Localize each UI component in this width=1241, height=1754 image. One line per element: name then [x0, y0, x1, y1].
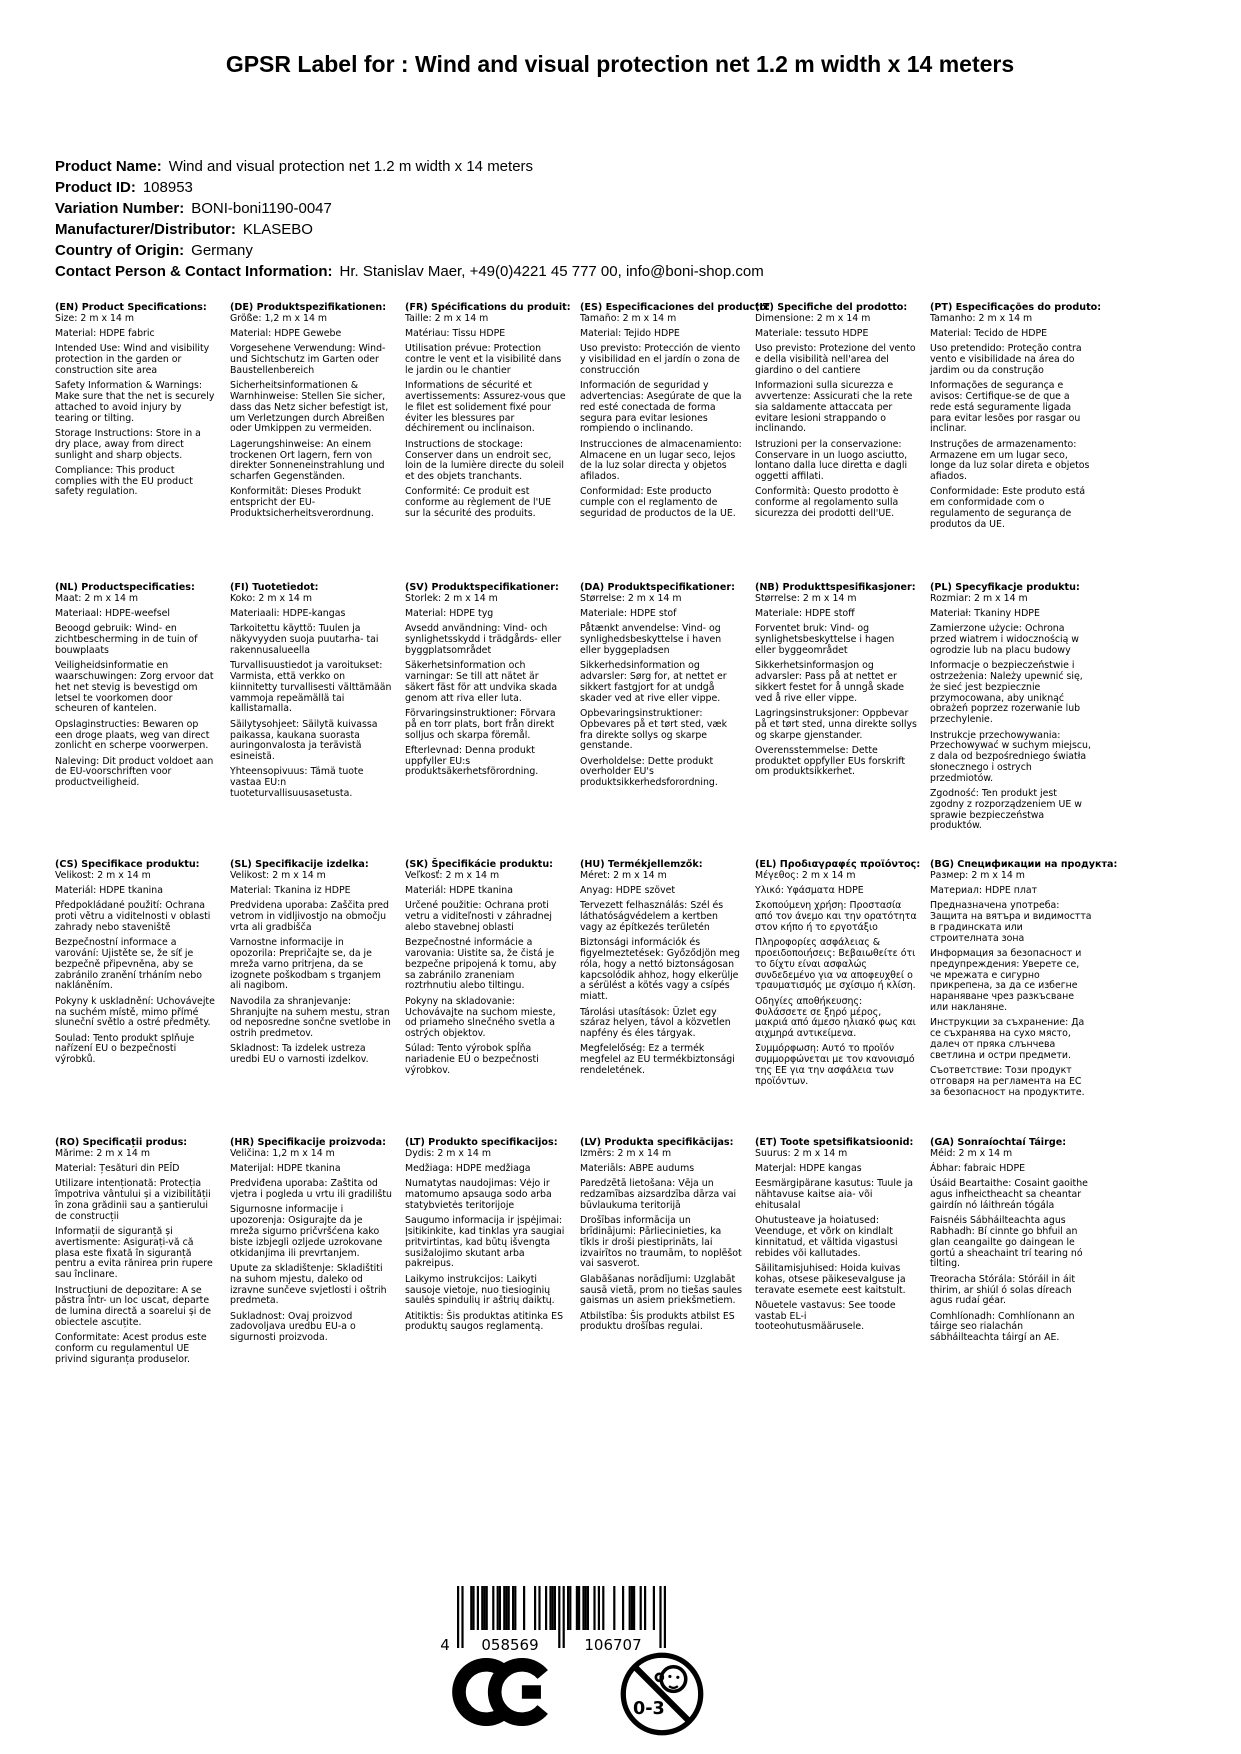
spec-paragraph: Informazioni sulla sicurezza e avvertenze: Assicurati che la rete sia saldamente attaccata per evitare lesioni strappando o inclinando.: [755, 380, 913, 435]
language-block-title: (IT) Specifiche del prodotto:: [755, 302, 908, 313]
language-block-title: (PT) Especificações do produto:: [930, 302, 1102, 313]
spec-paragraph: Velikost: 2 m x 14 m: [230, 869, 326, 881]
spec-paragraph: Intended Use: Wind and visibility protection in the garden or construction site area: [55, 343, 210, 376]
product-info-label: Variation Number:: [55, 200, 185, 217]
spec-paragraph: Beoogd gebruik: Wind- en zichtbescherming in de tuin of bouwplaats: [55, 623, 198, 656]
spec-paragraph: Koko: 2 m x 14 m: [230, 592, 313, 604]
product-info-line: [55, 261, 764, 282]
spec-paragraph: Materiál: HDPE tkanina: [405, 885, 513, 897]
ean13-barcode: [437, 1586, 677, 1657]
spec-paragraph: Informacje o bezpieczeństwie i ostrzeżenia: Należy upewnić się, że sieć jest bezpiecznie przymocowana, aby uniknąć obrażeń poprzez rozerwanie lub przechylenie.: [930, 660, 1083, 726]
spec-paragraph: Izmērs: 2 m x 14 m: [580, 1147, 672, 1159]
spec-paragraph: Suurus: 2 m x 14 m: [755, 1147, 848, 1159]
product-info-label: Manufacturer/Distributor:: [55, 221, 236, 238]
spec-paragraph: Tárolási utasítások: Üzlet egy száraz helyen, távol a közvetlen napfény és éles tárgyak.: [580, 1006, 731, 1040]
language-block-title: (SK) Špecifikácie produktu:: [405, 859, 554, 870]
spec-paragraph: Avsedd användning: Vind- och synlighetsskydd i trädgårds- eller byggplatsområdet: [405, 623, 562, 656]
language-block-title: (EN) Product Specifications:: [55, 302, 207, 313]
spec-paragraph: Konformität: Dieses Produkt entspricht der EU-Produktsicherheitsverordnung.: [230, 486, 374, 520]
product-info-label: Country of Origin:: [55, 242, 185, 259]
spec-paragraph: Instrucciones de almacenamiento: Almacene en un lugar seco, lejos de la luz solar directa y objetos afilados.: [580, 438, 742, 483]
page-title: GPSR Label for : Wind and visual protection net 1.2 m width x 14 meters: [225, 51, 1015, 77]
language-block-title: (FR) Spécifications du produit:: [405, 302, 571, 313]
spec-paragraph: Conformidad: Este producto cumple con el reglamento de seguridad de productos de la UE.: [580, 486, 736, 520]
spec-paragraph: Numatytas naudojimas: Vėjo ir matomumo apsauga sodo arba statybvietės teritorijoje: [405, 1178, 552, 1211]
spec-paragraph: Material: Tecido de HDPE: [930, 328, 1048, 340]
language-block: [930, 583, 1092, 860]
language-block-title: (HR) Specifikacije proizvoda:: [230, 1137, 386, 1148]
language-block: [755, 583, 917, 860]
language-block: [55, 860, 217, 1138]
barcode-digit-system: 4: [440, 1636, 450, 1652]
language-block: [755, 859, 921, 1138]
spec-paragraph: Turvallisuustiedot ja varoitukset: Varmista, että verkko on kiinnitetty turvallisesti välttämään vammoja repeämällä tai kallistamalla.: [230, 660, 392, 715]
spec-paragraph: Overensstemmelse: Dette produktet oppfyller EUs forskrift om produktsikkerhet.: [755, 744, 906, 778]
language-block: [580, 583, 742, 860]
language-block: [930, 302, 1102, 583]
product-info-value: BONI-boni1190-0047: [191, 200, 332, 217]
language-block: [230, 583, 392, 860]
spec-paragraph: Materjal: HDPE kangas: [755, 1163, 862, 1175]
spec-paragraph: Uso previsto: Protezione del vento e della visibilità nell'area del giardino o del cantiere: [755, 343, 916, 376]
language-block: [755, 303, 917, 583]
spec-paragraph: Drošības informācija un brīdinājumi: Pārliecinieties, ka tīkls ir droši piestiprināts, lai izvairītos no traumām, to noplēšot vai sasverot.: [580, 1215, 742, 1270]
language-block-title: (DE) Produktspezifikationen:: [230, 302, 387, 313]
spec-paragraph: Atbilstība: Šis produkts atbilst ES produktu drošības regulai.: [580, 1310, 735, 1333]
spec-paragraph: Πληροφορίες ασφάλειας & προειδοποιήσεις: Βεβαιωθείτε ότι το δίχτυ είναι ασφαλώς συνδεδεμένο για να αποφευχθεί ο τραυματισμός με σχίσιμο ή κλίση.: [755, 937, 916, 992]
language-block: [930, 859, 1118, 1138]
spec-paragraph: Materiaali: HDPE-kangas: [230, 608, 346, 620]
spec-paragraph: Materiaal: HDPE-weefsel: [55, 608, 170, 620]
product-info-value: 108953: [142, 179, 193, 196]
spec-paragraph: Uso previsto: Protección de viento y visibilidad en el jardín o zona de construcción: [580, 343, 741, 376]
spec-paragraph: Rozmiar: 2 m x 14 m: [930, 592, 1028, 604]
language-block: [580, 1138, 742, 1366]
spec-paragraph: Storage Instructions: Store in a dry place, away from direct sunlight and sharp objects.: [55, 427, 201, 461]
language-block-title: (BG) Спецификации на продукта:: [930, 859, 1118, 870]
spec-paragraph: Yhteensopivuus: Tämä tuote vastaa EU:n tuoteturvallisuusasetusta.: [230, 766, 364, 800]
language-block: [755, 1138, 917, 1366]
spec-paragraph: Съответствие: Този продукт отговаря на регламента на ЕС за безопасност на продуктите.: [930, 1065, 1085, 1098]
spec-paragraph: Instructions de stockage: Conserver dans un endroit sec, loin de la lumière directe du soleil et des objets tranchants.: [405, 438, 564, 483]
spec-paragraph: Υλικό: Υφάσματα HDPE: [755, 885, 864, 897]
spec-paragraph: Veličina: 1,2 m x 14 m: [230, 1147, 335, 1159]
spec-paragraph: Materiał: Tkaniny HDPE: [930, 608, 1040, 620]
spec-paragraph: Utilizare intenționată: Protecția împotriva vântului și a vizibilității în zona grădinii sau a șantierului de construcții: [55, 1178, 211, 1222]
spec-paragraph: Storlek: 2 m x 14 m: [405, 592, 498, 604]
spec-paragraph: Velikost: 2 m x 14 m: [55, 869, 151, 881]
product-info-label: Product ID:: [55, 179, 136, 196]
spec-paragraph: Material: Tkanina iz HDPE: [230, 885, 351, 897]
spec-paragraph: Treoracha Stórála: Stóráil in áit thirim, ar shiúl ó solas díreach agus rudaí géar.: [930, 1273, 1076, 1307]
spec-paragraph: Sukladnost: Ovaj proizvod zadovoljava uredbu EU-a o sigurnosti proizvoda.: [230, 1310, 356, 1344]
spec-paragraph: Megfelelőség: Ez a termék megfelel az EU termékbiztonsági rendeletének.: [580, 1043, 735, 1077]
spec-paragraph: Sikkerhetsinformasjon og advarsler: Pass på at nettet er sikkert festet for å unngå skade ved å rive eller vippe.: [755, 660, 905, 704]
spec-paragraph: Säilytysohjeet: Säilytä kuivassa paikassa, kaukana suorasta auringonvalosta ja terävistä esineistä.: [230, 718, 378, 763]
spec-paragraph: Bezpečnostní informace a varování: Ujistěte se, že síť je bezpečně připevněna, aby se zabránilo zranění trháním nebo nakláněním.: [55, 937, 202, 992]
spec-paragraph: Size: 2 m x 14 m: [55, 312, 135, 324]
product-info-line: [55, 156, 764, 177]
spec-paragraph: Οδηγίες αποθήκευσης: Φυλάσσετε σε ξηρό μέρος, μακριά από άμεσο ηλιακό φως και αιχμηρά αντικείμενα.: [755, 995, 916, 1040]
product-info-line: [55, 240, 764, 261]
spec-paragraph: Lagringsinstruksjoner: Oppbevar på et tørt sted, unna direkte sollys og skarpe gjenstander.: [755, 707, 917, 741]
spec-paragraph: Größe: 1,2 m x 14 m: [230, 312, 328, 324]
spec-paragraph: Materiale: HDPE stof: [580, 608, 677, 620]
spec-paragraph: Sigurnosne informacije i upozorenja: Osigurajte da je mreža sigurno pričvršćena kako biste izbjegli ozljede uzrokovane otkidanjima ili prevrtanjem.: [230, 1204, 383, 1259]
spec-paragraph: Bezpečnostné informácie a varovania: Uistite sa, že čistá je bezpečne pripojená k tomu, aby sa zabránilo zraneniam roztrhnutiu alebo tiltingu.: [405, 937, 557, 992]
spec-paragraph: Material: HDPE fabric: [55, 328, 155, 340]
spec-paragraph: Συμμόρφωση: Αυτό το προϊόν συμμορφώνεται με τον κανονισμό της ΕΕ για την ασφάλεια των προϊόντων.: [755, 1043, 915, 1087]
spec-paragraph: Tervezett felhasználás: Szél és láthatóságvédelem a kertben vagy az építkezés területén: [580, 900, 724, 933]
spec-paragraph: Nõuetele vastavus: See toode vastab EL-i tooteohutusmäärusele.: [755, 1299, 896, 1333]
spec-paragraph: Pokyny k uskladnění: Uchovávejte na suchém místě, mimo přímé sluneční světlo a ostré předměty.: [55, 995, 215, 1029]
spec-paragraph: Información de seguridad y advertencias: Asegúrate de que la red esté conectada de forma segura para evitar lesiones rompiendo o inclinando.: [580, 380, 742, 435]
spec-paragraph: Tarkoitettu käyttö: Tuulen ja näkyvyyden suoja puutarha- tai rakennusalueella: [230, 623, 379, 656]
spec-paragraph: Material: HDPE Gewebe: [230, 328, 342, 340]
spec-paragraph: Veľkosť: 2 m x 14 m: [405, 869, 500, 881]
spec-paragraph: Materiale: HDPE stoff: [755, 608, 855, 620]
barcode-digits-left: 058569: [481, 1636, 539, 1652]
language-block-title: (RO) Specificații produs:: [55, 1137, 188, 1148]
language-block: [405, 1138, 567, 1366]
spec-paragraph: Material: HDPE tyg: [405, 608, 494, 620]
spec-paragraph: Størrelse: 2 m x 14 m: [755, 592, 857, 604]
spec-paragraph: Pokyny na skladovanie: Uchovávajte na suchom mieste, od priameho slnečného svetla a ostrých objektov.: [405, 995, 556, 1040]
language-block: [55, 583, 217, 860]
spec-paragraph: Instrucțiuni de depozitare: A se păstra într- un loc uscat, departe de lumina directă a soarelui și de obiectele ascuțite.: [55, 1284, 212, 1328]
language-block-title: (HU) Termékjellemzők:: [580, 859, 703, 870]
age-warning-text: 0-3: [632, 1699, 665, 1720]
spec-paragraph: Tamanho: 2 m x 14 m: [930, 312, 1033, 324]
spec-paragraph: Materijal: HDPE tkanina: [230, 1163, 341, 1175]
spec-paragraph: Conformité: Ce produit est conforme au règlement de l'UE sur la sécurité des produits.: [405, 486, 552, 520]
spec-paragraph: Размер: 2 m x 14 m: [930, 869, 1025, 881]
spec-paragraph: Veiligheidsinformatie en waarschuwingen: Zorg ervoor dat het net stevig is bevestigd om letsel te voorkomen door scheuren of kantelen.: [55, 660, 214, 715]
language-block-title: (CS) Specifikace produktu:: [55, 859, 200, 870]
language-block-title: (DA) Produktspecifikationer:: [580, 582, 735, 593]
spec-paragraph: Lagerungshinweise: An einem trockenen Ort lagern, fern von direkter Sonneneinstrahlung und scharfen Gegenständen.: [230, 438, 385, 483]
language-grid: [55, 302, 1118, 1366]
spec-paragraph: Material: Tejido HDPE: [580, 328, 680, 340]
language-block-title: (EL) Προδιαγραφές προϊόντος:: [755, 859, 921, 870]
spec-paragraph: Efterlevnad: Denna produkt uppfyller EU:s produktsäkerhetsförordning.: [405, 744, 539, 778]
language-block-title: (ET) Toote spetsifikatsioonid:: [755, 1137, 914, 1148]
spec-paragraph: Предназначена употреба: Защита на вятъра и видимостта в градинската или строителната зона: [930, 900, 1092, 944]
spec-paragraph: Påtænkt anvendelse: Vind- og synlighedsbeskyttelse i haven eller byggepladsen: [580, 623, 722, 656]
spec-paragraph: Naleving: Dit product voldoet aan de EU-voorschriften voor productveiligheid.: [55, 755, 214, 789]
spec-paragraph: Zgodność: Ten produkt jest zgodny z rozporządzeniem UE w sprawie bezpieczeństwa produktów.: [930, 788, 1082, 832]
spec-paragraph: Μέγεθος: 2 m x 14 m: [755, 869, 856, 881]
ce-mark-icon: [452, 1658, 551, 1726]
language-block-title: (LT) Produkto specifikacijos:: [405, 1137, 558, 1148]
spec-paragraph: Predviđena uporaba: Zaštita od vjetra i pogleda u vrtu ili gradilištu: [230, 1178, 392, 1201]
spec-paragraph: Istruzioni per la conservazione: Conservare in un luogo asciutto, lontano dalla luce diretta e dagli oggetti affilati.: [755, 438, 908, 483]
spec-paragraph: Mărime: 2 m x 14 m: [55, 1147, 150, 1159]
language-block: [405, 860, 567, 1138]
language-block-title: (LV) Produkta specifikācijas:: [580, 1137, 734, 1148]
spec-paragraph: Dydis: 2 m x 14 m: [405, 1147, 491, 1159]
spec-paragraph: Dimensione: 2 m x 14 m: [755, 312, 871, 324]
product-info-section: [55, 156, 764, 282]
spec-paragraph: Informații de siguranță și avertismente: Asigurați-vă că plasa este fixată în siguranță pentru a evita rănirea prin rupere sau înclinare.: [55, 1226, 213, 1281]
product-info-line: [55, 198, 764, 219]
spec-paragraph: Opslaginstructies: Bewaren op een droge plaats, weg van direct zonlicht en scherpe voorwerpen.: [55, 718, 210, 752]
spec-paragraph: Sikkerhedsinformation og advarsler: Sørg for, at nettet er sikkert fastgjort for at undgå skader ved at rive eller vippe.: [580, 660, 727, 704]
spec-paragraph: Matériau: Tissu HDPE: [405, 328, 506, 340]
spec-paragraph: Navodila za shranjevanje: Shranjujte na suhem mestu, stran od neposredne sončne svetlobe in ostrih predmetov.: [230, 995, 391, 1040]
spec-paragraph: Safety Information & Warnings: Make sure that the net is securely attached to avoid injury by tearing or tilting.: [55, 380, 215, 424]
language-block: [405, 583, 567, 860]
spec-paragraph: Určené použitie: Ochrana proti vetru a viditeľnosti v záhradnej alebo stavebnej oblasti: [405, 900, 552, 933]
spec-paragraph: Ohutusteave ja hoiatused: Veenduge, et võrk on kindlalt kinnitatud, et vältida vigastusi rebides või kallutades.: [755, 1215, 898, 1259]
language-block-title: (FI) Tuotetiedot:: [230, 582, 319, 593]
spec-paragraph: Taille: 2 m x 14 m: [405, 312, 489, 324]
spec-paragraph: Biztonsági információk és figyelmeztetések: Győződjön meg róla, hogy a nettó biztonságosan kapcsolódik ahhoz, hogy elkerülje a sérülést a kötés vagy a csípés miatt.: [580, 937, 740, 1003]
language-block: [580, 860, 742, 1138]
spec-paragraph: Súlad: Tento výrobok spĺňa nariadenie EÚ o bezpečnosti výrobkov.: [405, 1043, 539, 1077]
language-block: [230, 1138, 392, 1366]
spec-paragraph: Материал: HDPE плат: [930, 885, 1038, 897]
spec-paragraph: Opbevaringsinstruktioner: Opbevares på et tørt sted, væk fra direkte sollys og skarpe genstande.: [580, 707, 728, 752]
spec-paragraph: Saugumo informacija ir įspėjimai: Įsitikinkite, kad tinklas yra saugiai pritvirtintas, kad būtų išvengta susižalojimo skutant arba pakreipus.: [405, 1215, 565, 1270]
language-block: [405, 302, 571, 583]
spec-paragraph: Størrelse: 2 m x 14 m: [580, 592, 682, 604]
spec-paragraph: Upute za skladištenje: Skladištiti na suhom mjestu, daleko od izravne sunčeve svjetlosti i oštrih predmeta.: [230, 1262, 387, 1307]
spec-paragraph: Conformità: Questo prodotto è conforme al regolamento sulla sicurezza dei prodotti dell'UE.: [755, 486, 899, 520]
spec-paragraph: Úsáid Beartaithe: Cosaint gaoithe agus infheictheacht sa cheantar gairdín nó láithreán tógála: [930, 1178, 1088, 1211]
language-block: [580, 302, 771, 583]
spec-paragraph: Vorgesehene Verwendung: Wind- und Sichtschutz im Garten oder Baustellenbereich: [230, 343, 386, 376]
language-block-title: (SL) Specifikacije izdelka:: [230, 859, 369, 870]
language-block-title: (PL) Specyfikacje produktu:: [930, 582, 1080, 593]
spec-paragraph: Sicherheitsinformationen & Warnhinweise: Stellen Sie sicher, dass das Netz sicher befestigt ist, um Verletzungen durch Abreißen oder Umkippen zu vermeiden.: [230, 380, 389, 435]
spec-paragraph: Compliance: This product complies with the EU product safety regulation.: [55, 464, 193, 498]
spec-paragraph: Materiale: tessuto HDPE: [755, 328, 869, 340]
spec-paragraph: Overholdelse: Dette produkt overholder EU's produktsikkerhedsforordning.: [580, 755, 718, 789]
product-info-label: Contact Person & Contact Information:: [55, 263, 333, 280]
spec-paragraph: Forventet bruk: Vind- og synlighetsbeskyttelse i hagen eller byggeområdet: [755, 623, 895, 656]
product-info-value: KLASEBO: [242, 221, 313, 238]
spec-paragraph: Förvaringsinstruktioner: Förvara på en torr plats, bort från direkt solljus och skarpa föremål.: [405, 707, 556, 741]
spec-paragraph: Méid: 2 m x 14 m: [930, 1147, 1013, 1159]
spec-paragraph: Méret: 2 m x 14 m: [580, 869, 667, 881]
spec-paragraph: Säilitamisjuhised: Hoida kuivas kohas, otsese päikesevalguse ja teravate esemete eest kaitstult.: [755, 1262, 906, 1296]
spec-paragraph: Materiál: HDPE tkanina: [55, 885, 163, 897]
spec-paragraph: Tamaño: 2 m x 14 m: [580, 312, 677, 324]
spec-paragraph: Uso pretendido: Proteção contra vento e visibilidade na área do jardim ou da construção: [930, 343, 1082, 376]
spec-paragraph: Eesmärgipärane kasutus: Tuule ja nähtavuse kaitse aia- või ehitusalal: [755, 1178, 914, 1211]
spec-paragraph: Varnostne informacije in opozorila: Prepričajte se, da je mreža varno pritrjena, da se izognete poškodbam s trganjem ali nagibom.: [230, 937, 381, 992]
product-info-line: [55, 219, 764, 240]
age-warning-0-3-icon: [618, 1650, 706, 1738]
spec-paragraph: Soulad: Tento produkt splňuje nařízení EU o bezpečnosti výrobků.: [55, 1032, 195, 1066]
language-block: [55, 303, 217, 583]
spec-paragraph: Instruções de armazenamento: Armazene em um lugar seco, longe da luz solar direta e objetos afiados.: [930, 438, 1090, 483]
spec-paragraph: Instrukcje przechowywania: Przechowywać w suchym miejscu, z dala od bezpośredniego światła słonecznego i ostrych przedmiotów.: [930, 729, 1091, 784]
spec-paragraph: Comhlíonadh: Comhlíonann an táirge seo rialachán sábháilteachta táirgí an AE.: [930, 1310, 1075, 1344]
product-info-value: Germany: [191, 242, 253, 259]
spec-paragraph: Информация за безопасност и предупреждения: Уверете се, че мрежата е сигурно прикрепена, за да се избегне нараняване чрез разкъсване или накланяне.: [930, 948, 1082, 1014]
spec-paragraph: Laikymo instrukcijos: Laikyti sausoje vietoje, nuo tiesioginių saulės spindulių ir aštrių daiktų.: [405, 1273, 555, 1307]
language-block: [930, 1138, 1092, 1366]
spec-paragraph: Säkerhetsinformation och varningar: Se till att nätet är säkert fäst för att undvika skada genom att riva eller luta.: [405, 660, 558, 704]
spec-paragraph: Glabāšanas norādījumi: Uzglabāt sausā vietā, prom no tiešas saules gaismas un asiem priekšmetiem.: [580, 1273, 742, 1307]
spec-paragraph: Předpokládané použití: Ochrana proti větru a viditelnosti v oblasti zahrady nebo staveniště: [55, 900, 211, 933]
spec-paragraph: Paredzētā lietošana: Vēja un redzamības aizsardzība dārza vai būvlaukuma teritorijā: [580, 1178, 737, 1211]
spec-paragraph: Medžiaga: HDPE medžiaga: [405, 1163, 531, 1175]
product-info-label: Product Name:: [55, 158, 162, 175]
spec-paragraph: Инструкции за съхранение: Да се съхранява на сухо място, далеч от пряка слънчева светлина и остри предмети.: [930, 1017, 1085, 1061]
spec-paragraph: Conformitate: Acest produs este conform cu regulamentul UE privind siguranța produselor.: [55, 1332, 207, 1365]
language-block-title: (ES) Especificaciones del producto:: [580, 302, 771, 313]
spec-paragraph: Σκοπούμενη χρήση: Προστασία από τον άνεμο και την ορατότητα στον κήπο ή το εργοτάξιο: [755, 900, 917, 933]
spec-paragraph: Materiāls: ABPE audums: [580, 1163, 695, 1175]
product-info-value: Wind and visual protection net 1.2 m width x 14 meters: [168, 158, 534, 175]
spec-paragraph: Faisnéis Sábháilteachta agus Rabhadh: Bí cinnte go bhfuil an glan ceangailte go daingean le gortú a sheachaint trí tearing nó tilting.: [930, 1215, 1083, 1270]
spec-paragraph: Conformidade: Este produto está em conformidade com o regulamento de segurança de produtos da UE.: [930, 486, 1086, 530]
product-info-line: [55, 177, 764, 198]
product-info-value: Hr. Stanislav Maer, +49(0)4221 45 777 00, info@boni-shop.com: [339, 263, 764, 280]
language-block: [55, 1138, 217, 1366]
spec-paragraph: Informações de segurança e avisos: Certifique-se de que a rede está seguramente ligada para evitar lesões por rasgar ou inclinar.: [930, 380, 1081, 435]
spec-paragraph: Ábhar: fabraic HDPE: [930, 1163, 1026, 1175]
spec-paragraph: Utilisation prévue: Protection contre le vent et la visibilité dans le jardin ou le chantier: [405, 343, 562, 376]
spec-paragraph: Anyag: HDPE szövet: [580, 885, 676, 897]
barcode-digits-right: 106707: [584, 1636, 642, 1652]
language-block-title: (SV) Produktspecifikationer:: [405, 582, 559, 593]
language-block: [230, 303, 392, 583]
spec-paragraph: Maat: 2 m x 14 m: [55, 592, 139, 604]
spec-paragraph: Skladnost: Ta izdelek ustreza uredbi EU o varnosti izdelkov.: [230, 1043, 369, 1066]
language-block-title: (GA) Sonraíochtaí Táirge:: [930, 1137, 1067, 1148]
spec-paragraph: Zamierzone użycie: Ochrona przed wiatrem i widocznością w ogrodzie lub na placu budowy: [930, 623, 1079, 656]
language-block: [230, 860, 392, 1138]
spec-paragraph: Predvidena uporaba: Zaščita pred vetrom in vidljivostjo na območju vrta ali gradbišča: [230, 900, 389, 933]
language-block-title: (NB) Produkttspesifikasjoner:: [755, 582, 916, 593]
language-block-title: (NL) Productspecificaties:: [55, 582, 195, 593]
spec-paragraph: Material: Țesături din PEÎD: [55, 1163, 180, 1175]
spec-paragraph: Informations de sécurité et avertissements: Assurez-vous que le filet est solidement fixé pour éviter les blessures par déchirement ou inclinaison.: [405, 380, 566, 435]
spec-paragraph: Atitiktis: Šis produktas atitinka ES produktų saugos reglamentą.: [405, 1310, 564, 1333]
